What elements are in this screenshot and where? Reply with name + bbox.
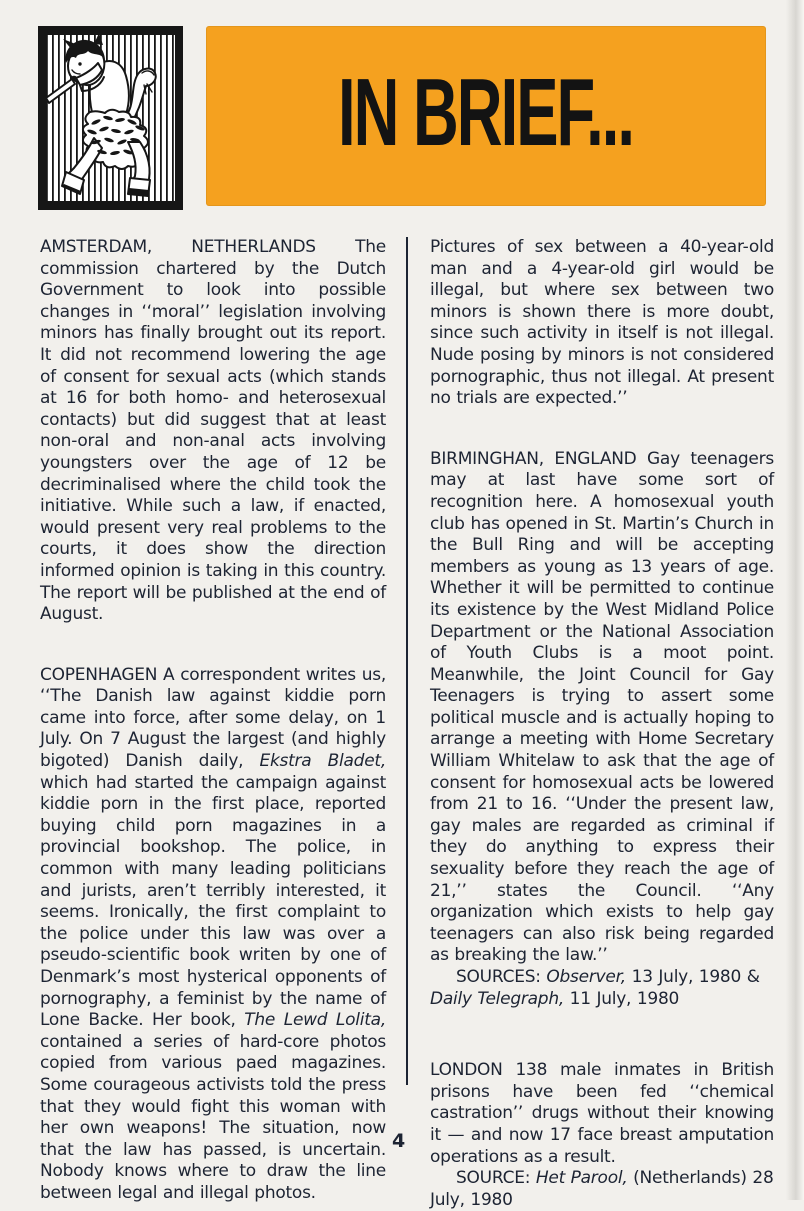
text-segment: which had started the campaign against kiddie porn in the first place, reported buying child porn magazines in a provincial bookshop. The police, in common with many leading politicians and jurists, aren’t terribly interested, it seems. Ironically, the first complaint to the police under this law was over a pseudo-scientific book writen by one of Denmark’s most hysterical opponents of pornography, a feminist by the name of Lone Backe. Her book, bbox=[40, 772, 386, 1031]
story-copenhagen bbox=[40, 665, 386, 1205]
story-copenhagen-continued bbox=[430, 237, 774, 410]
italic-text-segment: Observer, bbox=[546, 967, 626, 987]
sources-birmingham bbox=[430, 967, 774, 1010]
text-segment: BIRMINGHAN, ENGLAND Gay teenagers may at last have some sort of recognition here. A homosexual youth club has opened in St. Martin’s Church in the Bull Ring and will be accepting members as young as 13 years of age. Whether it will be permitted to continue its existence by the West Midland Police Department or the National Association of Youth Clubs is a moot point. Meanwhile, the Joint Council for Gay Teenagers is trying to assert some political muscle and is actually hoping to arrange a meeting with Home Secretary William Whitelaw to ask that the age of consent for homosexual acts be lowered from 21 to 16. ‘‘Under the present law, gay males are regarded as criminal if they do anything to express their sexuality before they reach the age of 21,’’ states the Council. ‘‘Any organization which exists to help gay teenagers can also risk being regarded as breaking the law.’’ bbox=[430, 448, 774, 966]
text-segment: SOURCES: bbox=[456, 967, 547, 987]
text-segment: 13 July, 1980 & bbox=[625, 967, 760, 987]
page-edge-shadow bbox=[786, 0, 804, 1200]
right-column bbox=[430, 237, 774, 1211]
italic-text-segment: Ekstra Bladet, bbox=[259, 751, 386, 772]
italic-text-segment: Het Parool, bbox=[535, 1168, 628, 1189]
faun-illustration bbox=[38, 26, 183, 210]
in-brief-banner bbox=[206, 26, 766, 206]
italic-text-segment: The Lewd Lolita, bbox=[244, 1010, 386, 1031]
text-segment: SOURCE: bbox=[456, 1168, 536, 1189]
italic-text-segment: Daily Telegraph, bbox=[430, 988, 565, 1009]
story-birmingham bbox=[430, 449, 774, 967]
page-number: 4 bbox=[392, 1130, 406, 1152]
text-segment: COPENHAGEN A correspondent writes us, ‘‘The Danish law against kiddie porn came into force, after some delay, on 1 July. On 7 August the largest (and highly bigoted) Danish daily, bbox=[40, 664, 386, 772]
story-amsterdam bbox=[40, 237, 386, 626]
faun-playing-pipes-icon bbox=[38, 26, 183, 210]
page-title: IN BRIEF... bbox=[338, 59, 634, 166]
text-segment: AMSTERDAM, NETHERLANDS The commission chartered by the Dutch Government to look into possible changes in ‘‘moral’’ legislation involving minors has finally brought out its report. It did not recommend lowering the age of consent for sexual acts (which stands at 16 for both homo- and heterosexual contacts) but did suggest that at least non-oral and non-anal acts involving youngsters over the age of 12 be decriminalised where the child took the initiative. While such a law, if enacted, would present very real problems to the courts, it does show the direction informed opinion is taking in this country. The report will be published at the end of August. bbox=[40, 237, 386, 625]
story-london bbox=[430, 1060, 774, 1168]
column-divider bbox=[406, 237, 408, 1085]
source-london bbox=[430, 1168, 774, 1211]
text-segment: 11 July, 1980 bbox=[564, 988, 680, 1009]
text-segment: (Netherlands) 28 July, 1980 bbox=[430, 1168, 774, 1210]
text-segment: Pictures of sex between a 40-year-old man and a 4-year-old girl would be illegal, but where sex between two minors is shown there is more doubt, since such activity in itself is not illegal. Nude posing by minors is not considered pornographic, thus not illegal. At present no trials are expected.’’ bbox=[430, 237, 774, 409]
text-segment: contained a series of hard-core photos copied from various paed magazines. Some courageous activists told the press that they would fight this woman with her own weapons! The situation, now that the law has passed, is uncertain. Nobody knows where to draw the line between legal and illegal photos. bbox=[40, 1031, 386, 1203]
left-column bbox=[40, 237, 386, 1205]
text-segment: LONDON 138 male inmates in British prisons have been fed ‘‘chemical castration’’ drugs without their knowing it — and now 17 face breast amputation operations as a result. bbox=[430, 1060, 774, 1167]
